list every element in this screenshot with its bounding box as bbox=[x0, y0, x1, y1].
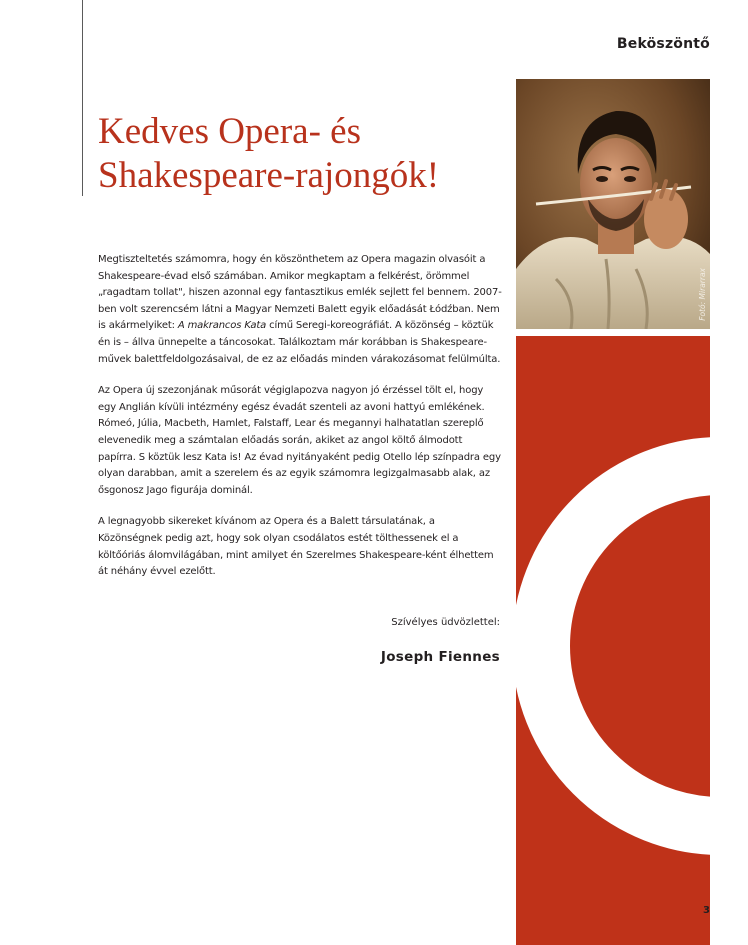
left-eye bbox=[596, 176, 608, 182]
paragraph-3: A legnagyobb sikereket kívánom az Opera és a Balett társulatának, a Közönségnek pedig azt, hogy sok olyan csodálatos estét tölthessenek el a költőóriás álomvilágában, mint amilyet én Szerelmes Shakespeare-ként élhettem át néhány évvel ezelőtt. bbox=[98, 516, 494, 578]
decorative-ring bbox=[516, 336, 710, 945]
title-line-2: Shakespeare-rajongók! bbox=[98, 155, 440, 196]
margin-rule bbox=[82, 0, 83, 196]
right-eye bbox=[624, 176, 636, 182]
face-shape bbox=[580, 138, 652, 230]
closing-regards: Szívélyes üdvözlettel: bbox=[391, 617, 500, 628]
page-title bbox=[98, 110, 518, 198]
section-label: Beköszöntő bbox=[616, 36, 710, 52]
paragraph-1-text-a: Megtiszteltetés számomra, hogy én köszönthetem az Opera magazin olvasóit a Shakespeare-évad első számában. Amikor megkaptam a felkérést, örömmel „ragadtam tollat", hiszen azonnal egy fantasztikus emlék sejlett fel bennem. 2007-ben volt szerencsém látni a Magyar Nemzeti Balett egyik előadását Łódźban. Nem is akármelyiket: bbox=[98, 254, 502, 332]
title-line-1: Kedves Opera- és bbox=[98, 111, 361, 152]
paragraph-2: Az Opera új szezonjának műsorát végiglapozva nagyon jó érzéssel tölt el, hogy egy Anglián kívüli intézmény egész évadát szenteli az avoni hattyú emlékének. Rómeó, Júlia, Macbeth, Hamlet, Falstaff, Lear és megannyi halhatatlan szereplő elevenedik meg a számtalan előadás során, akiket az angol költő álmodott papírra. S köztük lesz Kata is! Az évad nyitányaként pedig Otello lép színpadra egy olyan darabban, amit a szerelem és az egyik számomra legizgalmasabb alak, az ősgonosz Jago figurája dominál. bbox=[98, 385, 501, 496]
portrait-photo bbox=[516, 79, 710, 329]
paragraph-1-text-b: című Seregi-koreográfiát. A közönség – köztük én is – állva ünnepelte a táncosokat. Találkoztam már korábban is Shakespeare-művek balettfeldolgozásaival, de ez az előadás minden várakozásomat felülmúlta. bbox=[98, 320, 501, 365]
decorative-red-panel bbox=[516, 336, 710, 945]
article-body bbox=[98, 252, 502, 596]
page-number: 3 bbox=[703, 905, 710, 916]
work-title: A makrancos Kata bbox=[177, 320, 267, 332]
photo-credit: Fotó: Mirarrax bbox=[698, 268, 707, 321]
paragraph-1 bbox=[98, 252, 502, 368]
signature: Joseph Fiennes bbox=[380, 649, 500, 665]
portrait-illustration bbox=[516, 79, 710, 329]
